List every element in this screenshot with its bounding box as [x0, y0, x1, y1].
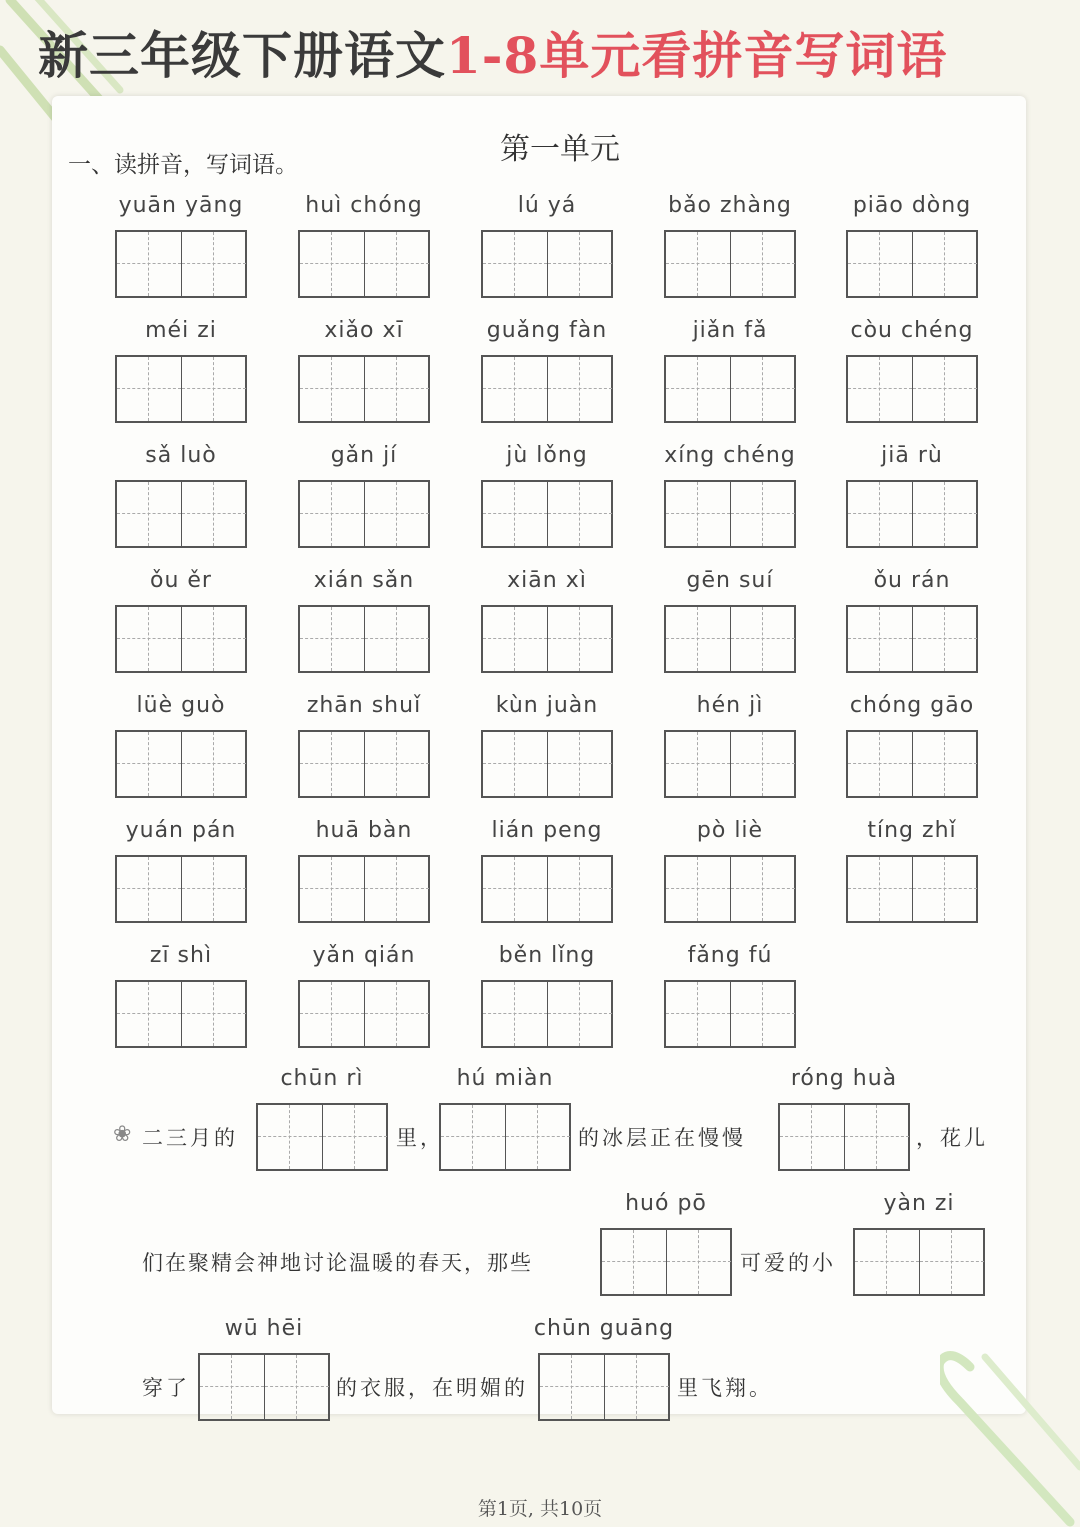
pinyin-label: lú yá: [517, 193, 577, 218]
writing-cell[interactable]: [300, 982, 364, 1046]
writing-cell[interactable]: [547, 357, 611, 421]
writing-cell[interactable]: [117, 357, 181, 421]
pinyin-label: jiā rù: [881, 443, 943, 468]
writing-cell[interactable]: [730, 357, 794, 421]
pinyin-label: róng huà: [790, 1066, 898, 1091]
writing-grid[interactable]: [115, 980, 247, 1048]
pinyin-label: sǎ luò: [145, 443, 217, 468]
writing-grid[interactable]: [481, 230, 613, 298]
pinyin-label: xíng chéng: [664, 443, 796, 468]
writing-cell[interactable]: [483, 357, 547, 421]
passage-text: 可爱的小: [740, 1251, 836, 1275]
pinyin-label: lián peng: [491, 818, 603, 843]
writing-grid[interactable]: [298, 855, 430, 923]
writing-grid[interactable]: [481, 980, 613, 1048]
writing-grid[interactable]: [664, 730, 796, 798]
section-heading: 一、读拼音，写词语。: [68, 152, 298, 178]
writing-cell[interactable]: [300, 232, 364, 296]
pinyin-label: pò liè: [696, 818, 764, 843]
writing-cell[interactable]: [730, 857, 794, 921]
writing-grid[interactable]: [115, 230, 247, 298]
pinyin-label: ǒu rán: [873, 568, 951, 593]
pinyin-label: chūn guāng: [533, 1316, 675, 1341]
writing-grid[interactable]: [298, 980, 430, 1048]
pinyin-label: hén jì: [696, 693, 764, 718]
page-title: [38, 20, 947, 92]
writing-grid[interactable]: [439, 1103, 571, 1171]
writing-cell[interactable]: [364, 982, 428, 1046]
passage-text: ，花儿: [916, 1126, 988, 1150]
pinyin-label: yàn zi: [883, 1191, 955, 1216]
writing-grid[interactable]: [298, 480, 430, 548]
pinyin-label: wū hēi: [224, 1316, 304, 1341]
writing-cell[interactable]: [848, 607, 912, 671]
writing-grid[interactable]: [198, 1353, 330, 1421]
writing-cell[interactable]: [730, 982, 794, 1046]
writing-cell[interactable]: [666, 857, 730, 921]
pinyin-label: chūn rì: [280, 1066, 364, 1091]
pinyin-label: xiān xì: [507, 568, 587, 593]
writing-cell[interactable]: [483, 732, 547, 796]
writing-cell[interactable]: [730, 482, 794, 546]
pinyin-label: ǒu ěr: [150, 568, 212, 593]
writing-cell[interactable]: [912, 732, 976, 796]
writing-cell[interactable]: [364, 732, 428, 796]
writing-grid[interactable]: [846, 730, 978, 798]
writing-grid[interactable]: [846, 355, 978, 423]
writing-cell[interactable]: [181, 607, 245, 671]
writing-cell[interactable]: [547, 732, 611, 796]
writing-cell[interactable]: [300, 607, 364, 671]
pinyin-label: lüè guò: [136, 693, 226, 718]
passage-text: 的冰层正在慢慢: [578, 1126, 746, 1150]
writing-cell[interactable]: [912, 857, 976, 921]
writing-grid[interactable]: [846, 605, 978, 673]
pinyin-label: yuán pán: [125, 818, 237, 843]
writing-cell[interactable]: [547, 607, 611, 671]
pinyin-label: chóng gāo: [849, 693, 975, 718]
pinyin-label: gǎn jí: [330, 443, 398, 468]
writing-grid[interactable]: [256, 1103, 388, 1171]
writing-cell[interactable]: [912, 232, 976, 296]
writing-cell[interactable]: [666, 732, 730, 796]
passage-text: 穿了: [142, 1376, 190, 1400]
pinyin-label: jiǎn fǎ: [692, 318, 768, 343]
writing-grid[interactable]: [853, 1228, 985, 1296]
writing-cell[interactable]: [730, 732, 794, 796]
writing-cell[interactable]: [848, 232, 912, 296]
writing-cell[interactable]: [848, 357, 912, 421]
passage-text: 里，: [396, 1126, 444, 1150]
pinyin-label: kùn juàn: [495, 693, 599, 718]
page-footer: 第1页, 共10页: [477, 1498, 603, 1520]
pinyin-label: tíng zhǐ: [867, 818, 957, 843]
writing-cell[interactable]: [483, 857, 547, 921]
writing-grid[interactable]: [115, 480, 247, 548]
writing-cell[interactable]: [666, 232, 730, 296]
writing-cell[interactable]: [364, 357, 428, 421]
writing-grid[interactable]: [115, 730, 247, 798]
title-units-part: 1-8单元看拼音写词语: [446, 26, 948, 85]
writing-grid[interactable]: [846, 480, 978, 548]
writing-cell[interactable]: [300, 357, 364, 421]
writing-grid[interactable]: [115, 855, 247, 923]
writing-cell[interactable]: [483, 607, 547, 671]
writing-cell[interactable]: [364, 857, 428, 921]
writing-cell[interactable]: [912, 357, 976, 421]
writing-grid[interactable]: [115, 605, 247, 673]
pinyin-label: gēn suí: [686, 568, 774, 593]
writing-cell[interactable]: [848, 857, 912, 921]
writing-grid[interactable]: [298, 605, 430, 673]
writing-grid[interactable]: [298, 230, 430, 298]
writing-cell[interactable]: [483, 482, 547, 546]
writing-cell[interactable]: [547, 232, 611, 296]
writing-cell[interactable]: [483, 982, 547, 1046]
writing-grid[interactable]: [481, 355, 613, 423]
passage-text: 里飞翔。: [677, 1376, 773, 1400]
writing-grid[interactable]: [664, 355, 796, 423]
pinyin-label: xiǎo xī: [324, 318, 404, 343]
writing-grid[interactable]: [298, 355, 430, 423]
writing-cell[interactable]: [181, 732, 245, 796]
writing-cell[interactable]: [181, 357, 245, 421]
writing-cell[interactable]: [364, 607, 428, 671]
writing-cell[interactable]: [730, 607, 794, 671]
pinyin-label: piāo dòng: [852, 193, 972, 218]
writing-cell[interactable]: [300, 857, 364, 921]
writing-grid[interactable]: [538, 1353, 670, 1421]
writing-cell[interactable]: [117, 982, 181, 1046]
flower-icon: ❀: [113, 1122, 135, 1147]
writing-cell[interactable]: [666, 357, 730, 421]
writing-grid[interactable]: [115, 355, 247, 423]
pinyin-label: huì chóng: [305, 193, 423, 218]
pinyin-label: yǎn qián: [312, 943, 416, 968]
writing-cell[interactable]: [117, 232, 181, 296]
pinyin-label: yuān yāng: [118, 193, 244, 218]
writing-cell[interactable]: [364, 482, 428, 546]
writing-cell[interactable]: [848, 482, 912, 546]
writing-cell[interactable]: [666, 482, 730, 546]
writing-cell[interactable]: [483, 232, 547, 296]
pinyin-label: hú miàn: [456, 1066, 554, 1091]
writing-grid[interactable]: [298, 730, 430, 798]
writing-cell[interactable]: [547, 482, 611, 546]
writing-grid[interactable]: [481, 730, 613, 798]
writing-cell[interactable]: [666, 982, 730, 1046]
pinyin-label: guǎng fàn: [486, 318, 608, 343]
writing-cell[interactable]: [364, 232, 428, 296]
writing-cell[interactable]: [300, 482, 364, 546]
writing-cell[interactable]: [547, 982, 611, 1046]
pinyin-label: fǎng fú: [687, 943, 773, 968]
pinyin-label: bǎo zhàng: [668, 193, 792, 218]
pinyin-label: běn lǐng: [498, 943, 596, 968]
pinyin-label: zī shì: [149, 943, 213, 968]
pinyin-label: còu chéng: [850, 318, 974, 343]
pinyin-label: jù lǒng: [506, 443, 588, 468]
writing-grid[interactable]: [846, 855, 978, 923]
writing-cell[interactable]: [117, 482, 181, 546]
pinyin-label: huā bàn: [315, 818, 413, 843]
writing-grid[interactable]: [600, 1228, 732, 1296]
writing-cell[interactable]: [181, 857, 245, 921]
unit-title: 第一单元: [500, 132, 620, 167]
writing-cell[interactable]: [117, 857, 181, 921]
writing-grid[interactable]: [481, 855, 613, 923]
writing-cell[interactable]: [181, 232, 245, 296]
writing-cell[interactable]: [848, 732, 912, 796]
writing-cell[interactable]: [666, 607, 730, 671]
writing-grid[interactable]: [664, 980, 796, 1048]
writing-cell[interactable]: [181, 982, 245, 1046]
writing-cell[interactable]: [181, 482, 245, 546]
writing-cell[interactable]: [912, 607, 976, 671]
writing-cell[interactable]: [300, 732, 364, 796]
writing-cell[interactable]: [117, 607, 181, 671]
writing-cell[interactable]: [547, 857, 611, 921]
writing-grid[interactable]: [481, 480, 613, 548]
writing-grid[interactable]: [664, 480, 796, 548]
pinyin-label: xián sǎn: [313, 568, 415, 593]
writing-cell[interactable]: [117, 732, 181, 796]
passage-text: 二三月的: [142, 1126, 238, 1150]
writing-grid[interactable]: [664, 230, 796, 298]
writing-grid[interactable]: [846, 230, 978, 298]
writing-cell[interactable]: [912, 482, 976, 546]
writing-grid[interactable]: [778, 1103, 910, 1171]
passage-text: 的衣服，在明媚的: [336, 1376, 528, 1400]
pinyin-label: huó pō: [625, 1191, 707, 1216]
writing-grid[interactable]: [481, 605, 613, 673]
writing-cell[interactable]: [730, 232, 794, 296]
passage-text: 们在聚精会神地讨论温暖的春天，那些: [142, 1251, 533, 1275]
pinyin-label: méi zi: [145, 318, 217, 343]
writing-grid[interactable]: [664, 605, 796, 673]
pinyin-label: zhān shuǐ: [306, 693, 422, 718]
writing-grid[interactable]: [664, 855, 796, 923]
title-grade-part: 新三年级下册语文: [38, 26, 446, 85]
